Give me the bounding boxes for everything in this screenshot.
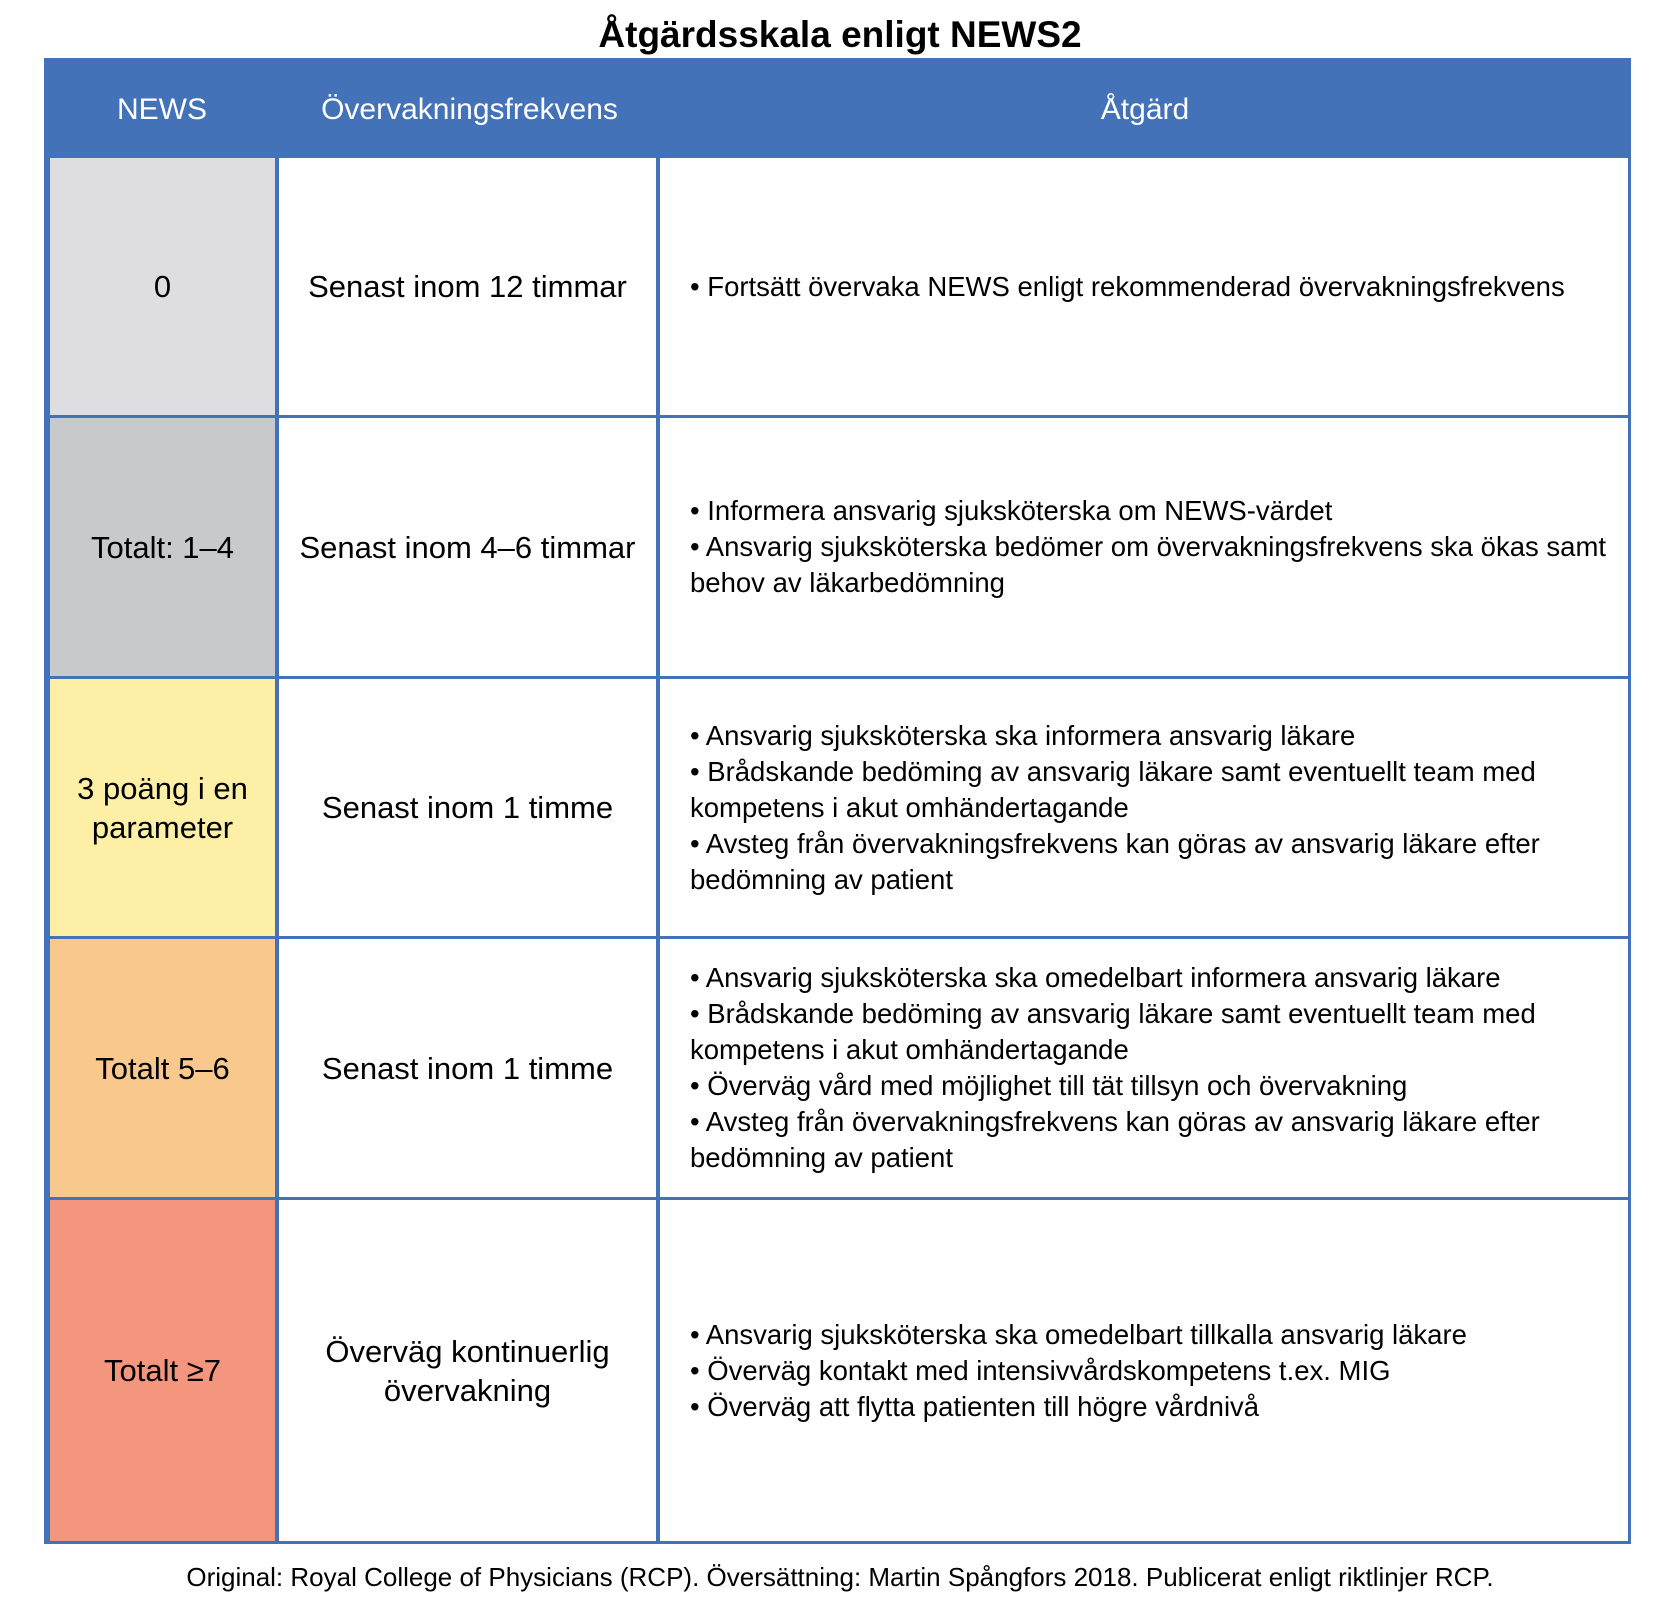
action-item: • Avsteg från övervakningsfrekvens kan göras av ansvarig läkare efter bedömning av patient (690, 827, 1540, 895)
table-row (47, 679, 1628, 939)
source-footnote: Original: Royal College of Physicians (RCP). Översättning: Martin Spångfors 2018. Publicerat enligt riktlinjer RCP. (186, 1562, 1494, 1592)
frequency-cell (279, 1200, 656, 1541)
frequency-cell: Senast inom 4–6 timmar (279, 418, 656, 676)
page-title: Åtgärdsskala enligt NEWS2 (598, 14, 1082, 55)
action-item: • Ansvarig sjuksköterska ska informera ansvarig läkare (690, 719, 1356, 751)
news-score-cell: 0 (50, 158, 275, 415)
frequency-cell: Senast inom 1 timme (279, 679, 656, 936)
news-score-cell: Totalt ≥7 (50, 1200, 275, 1541)
table-row (47, 158, 1628, 418)
action-cell (660, 1200, 1628, 1541)
action-item: • Överväg att flytta patienten till högre vårdnivå (690, 1390, 1260, 1422)
action-item: • Fortsätt övervaka NEWS enligt rekommenderad övervakningsfrekvens (690, 270, 1565, 302)
news-score-cell: Totalt: 1–4 (50, 418, 275, 676)
frequency-cell: Senast inom 1 timme (279, 939, 656, 1197)
action-item: • Ansvarig sjuksköterska ska omedelbart informera ansvarig läkare (690, 962, 1501, 993)
action-cell (660, 418, 1628, 676)
action-list (690, 718, 1608, 898)
header-action: Åtgärd (1100, 92, 1190, 126)
action-item: • Avsteg från övervakningsfrekvens kan göras av ansvarig läkare efter bedömning av patient (690, 1106, 1540, 1173)
action-item: • Brådskande bedöming av ansvarig läkare samt eventuellt team med kompetens i akut omhändertagande (690, 998, 1536, 1065)
header-frequency: Övervakningsfrekvens (321, 92, 618, 126)
action-list (690, 493, 1608, 601)
frequency-cell: Senast inom 12 timmar (279, 158, 656, 415)
news-score-label: 3 poäng i en parameter (77, 770, 248, 845)
table-row (47, 939, 1628, 1200)
action-list (690, 1317, 1467, 1425)
action-item: • Överväg kontakt med intensivvårdskompetens t.ex. MIG (690, 1354, 1391, 1386)
action-cell (660, 158, 1628, 415)
action-item: • Brådskande bedöming av ansvarig läkare samt eventuellt team med kompetens i akut omhändertagande (690, 755, 1536, 823)
news-score-cell (50, 679, 275, 936)
table-header (47, 61, 1628, 158)
table-row (47, 418, 1628, 679)
action-cell (660, 679, 1628, 936)
action-item: • Överväg vård med möjlighet till tät tillsyn och övervakning (690, 1070, 1408, 1101)
action-item: • Ansvarig sjuksköterska bedömer om övervakningsfrekvens ska ökas samt behov av läkarbedömning (690, 531, 1606, 598)
frequency-label: Överväg kontinuerlig övervakning (325, 1333, 610, 1408)
action-item: • Ansvarig sjuksköterska ska omedelbart tillkalla ansvarig läkare (690, 1318, 1467, 1350)
table-row (47, 1200, 1628, 1541)
news-score-cell: Totalt 5–6 (50, 939, 275, 1197)
header-news: NEWS (117, 92, 207, 126)
action-cell (660, 939, 1628, 1197)
action-list (690, 960, 1608, 1176)
action-item: • Informera ansvarig sjuksköterska om NEWS-värdet (690, 495, 1333, 526)
news2-action-table (44, 58, 1631, 1544)
action-list (690, 269, 1565, 305)
